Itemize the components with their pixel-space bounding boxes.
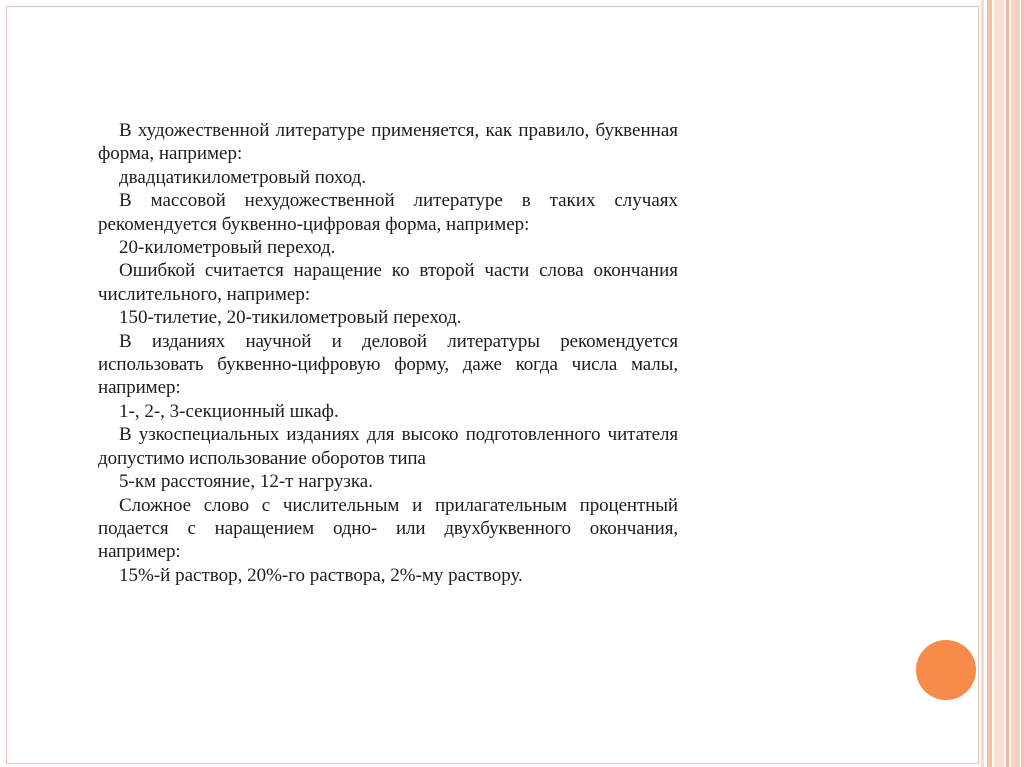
stripe [981, 0, 984, 767]
orange-circle-decoration [916, 640, 976, 700]
example-4: 1-, 2-, 3-секционный шкаф. [119, 400, 339, 422]
paragraph-3: Ошибкой считается наращение ко второй части слова окончания числительного, например: [98, 260, 678, 305]
stripe [1006, 0, 1009, 767]
example-3: 150-тилетие, 20-тикилометровый переход. [119, 307, 462, 329]
paragraph-4: В изданиях научной и деловой литературы рекомендуется использовать буквенно-цифровую форму, даже когда числа малы, например: [98, 330, 678, 399]
paragraph-2: В массовой нехудожественной литературе в таких случаях рекомендуется буквенно-цифровая форма, например: [98, 190, 678, 235]
paragraph-6: Сложное слово с числительным и прилагательным процентный подается с наращением одно- или двухбуквенного окончания, например: [98, 494, 678, 563]
scanned-text-block [98, 119, 678, 587]
decorative-stripes [981, 0, 1024, 767]
example-6: 15%-й раствор, 20%-го раствора, 2%-му раствору. [119, 564, 523, 586]
example-2: 20-километровый переход. [119, 237, 336, 259]
example-5: 5-км расстояние, 12-т нагрузка. [119, 471, 373, 493]
example-1: двадцатикилометровый поход. [119, 166, 367, 188]
paragraph-5: В узкоспециальных изданиях для высоко подготовленного читателя допустимо использование оборотов типа [98, 424, 678, 469]
stripe [1011, 0, 1020, 767]
paragraph-1: В художественной литературе применяется, как правило, буквенная форма, например: [98, 120, 678, 165]
stripe [987, 0, 992, 767]
stripe [994, 0, 1004, 767]
